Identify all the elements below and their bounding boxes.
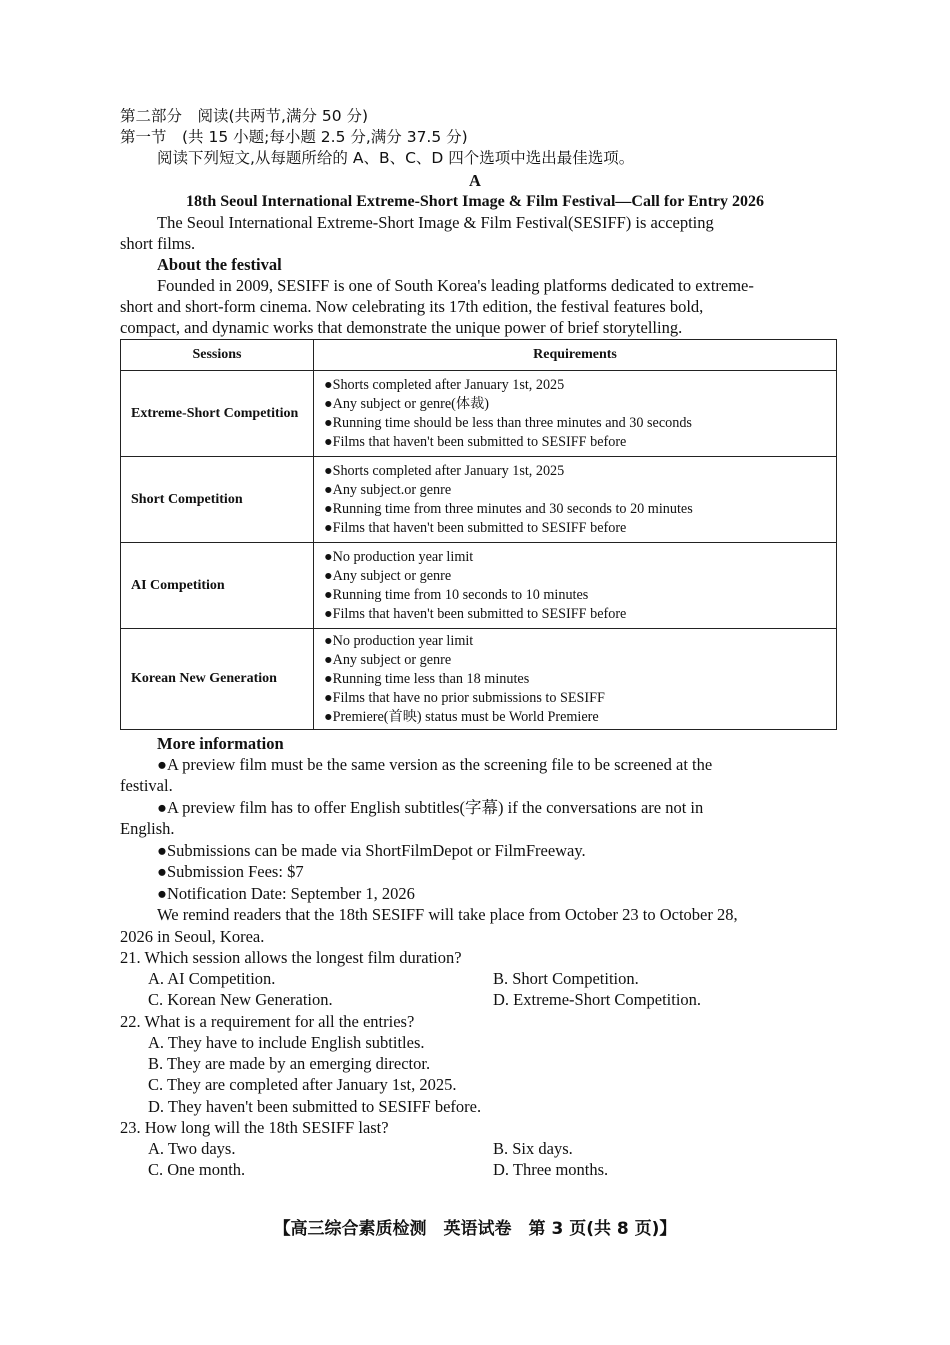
answer-option: D. Extreme-Short Competition.	[493, 990, 702, 1009]
instruction: 阅读下列短文,从每题所给的 A、B、C、D 四个选项中选出最佳选项。	[157, 149, 635, 167]
requirement-item: ●Any subject or genre(体裁)	[324, 395, 489, 412]
requirement-item: ●Films that haven't been submitted to SESIFF before	[324, 605, 627, 622]
requirement-item: ●Films that haven't been submitted to SESIFF before	[324, 433, 627, 450]
session-name: Korean New Generation	[121, 629, 314, 730]
about-line: Founded in 2009, SESIFF is one of South Korea's leading platforms dedicated to extreme-	[157, 276, 754, 295]
about-line: compact, and dynamic works that demonstrate the unique power of brief storytelling.	[120, 318, 683, 337]
reminder-text: We remind readers that the 18th SESIFF will take place from October 23 to October 28,	[157, 905, 738, 924]
requirement-list	[314, 457, 837, 543]
reminder-text: 2026 in Seoul, Korea.	[120, 927, 265, 946]
intro-line: short films.	[120, 234, 196, 253]
answer-option: D. They haven't been submitted to SESIFF before.	[148, 1097, 482, 1116]
answer-option: C. One month.	[148, 1160, 246, 1179]
requirement-item: ●Running time from 10 seconds to 10 minutes	[324, 586, 589, 603]
requirement-item: ●Shorts completed after January 1st, 2025	[324, 462, 565, 479]
requirement-item: ●No production year limit	[324, 632, 474, 649]
requirement-item: ●Any subject or genre	[324, 651, 452, 668]
requirement-item: ●Running time should be less than three minutes and 30 seconds	[324, 414, 692, 431]
table-row	[121, 371, 837, 457]
requirement-list	[314, 543, 837, 629]
requirement-item: ●Premiere(首映) status must be World Premiere	[324, 708, 599, 725]
question-stem: 22. What is a requirement for all the entries?	[120, 1012, 415, 1031]
answer-option: A. AI Competition.	[148, 969, 276, 988]
requirement-item: ●Shorts completed after January 1st, 2025	[324, 376, 565, 393]
requirement-list	[314, 629, 837, 730]
requirement-item: ●Running time less than 18 minutes	[324, 670, 530, 687]
requirement-list	[314, 371, 837, 457]
answer-option: D. Three months.	[493, 1160, 609, 1179]
table-row	[121, 457, 837, 543]
passage-title: 18th Seoul International Extreme-Short Image & Film Festival—Call for Entry 2026	[185, 193, 765, 210]
info-bullet: ●A preview film must be the same version as the screening file to be screened at the	[157, 755, 713, 774]
part-heading: 第二部分 阅读(共两节,满分 50 分)	[120, 107, 369, 125]
requirement-item: ●Films that haven't been submitted to SESIFF before	[324, 519, 627, 536]
answer-option: A. They have to include English subtitles.	[148, 1033, 425, 1052]
passage-letter: A	[469, 171, 481, 190]
session-name: Short Competition	[121, 457, 314, 543]
requirement-item: ●Any subject or genre	[324, 567, 452, 584]
about-line: short and short-form cinema. Now celebrating its 17th edition, the festival features bold,	[120, 297, 704, 316]
requirement-item: ●Films that have no prior submissions to SESIFF	[324, 689, 605, 706]
answer-option: B. They are made by an emerging director.	[148, 1054, 431, 1073]
question-stem: 21. Which session allows the longest film duration?	[120, 948, 462, 967]
table-row	[121, 629, 837, 730]
info-bullet: ●Notification Date: September 1, 2026	[157, 884, 415, 903]
requirement-item: ●Running time from three minutes and 30 seconds to 20 minutes	[324, 500, 693, 517]
requirement-item: ●Any subject.or genre	[324, 481, 452, 498]
answer-option: A. Two days.	[148, 1139, 236, 1158]
section-heading: 第一节 (共 15 小题;每小题 2.5 分,满分 37.5 分)	[120, 128, 468, 146]
requirement-item: ●No production year limit	[324, 548, 474, 565]
info-bullet: English.	[120, 819, 175, 838]
answer-option: B. Short Competition.	[493, 969, 639, 988]
info-bullet: ●Submission Fees: $7	[157, 862, 304, 881]
info-bullet: festival.	[120, 776, 173, 795]
answer-option: C. Korean New Generation.	[148, 990, 333, 1009]
question-stem: 23. How long will the 18th SESIFF last?	[120, 1118, 389, 1137]
info-bullet: ●A preview film has to offer English subtitles(字幕) if the conversations are not in	[157, 798, 704, 817]
table-header-row	[121, 340, 837, 371]
info-bullet: ●Submissions can be made via ShortFilmDepot or FilmFreeway.	[157, 841, 586, 860]
answer-option: B. Six days.	[493, 1139, 573, 1158]
session-name: AI Competition	[121, 543, 314, 629]
answer-option: C. They are completed after January 1st, 2025.	[148, 1075, 457, 1094]
session-name: Extreme-Short Competition	[121, 371, 314, 457]
about-heading: About the festival	[157, 255, 282, 274]
requirements-table	[120, 339, 837, 730]
more-info-heading: More information	[157, 734, 284, 753]
requirements-header: Requirements	[314, 340, 837, 371]
table-row	[121, 543, 837, 629]
page-footer: 【高三综合素质检测 英语试卷 第 3 页(共 8 页)】	[273, 1219, 677, 1239]
sessions-header: Sessions	[121, 340, 314, 371]
intro-line: The Seoul International Extreme-Short Image & Film Festival(SESIFF) is accepting	[157, 213, 714, 232]
